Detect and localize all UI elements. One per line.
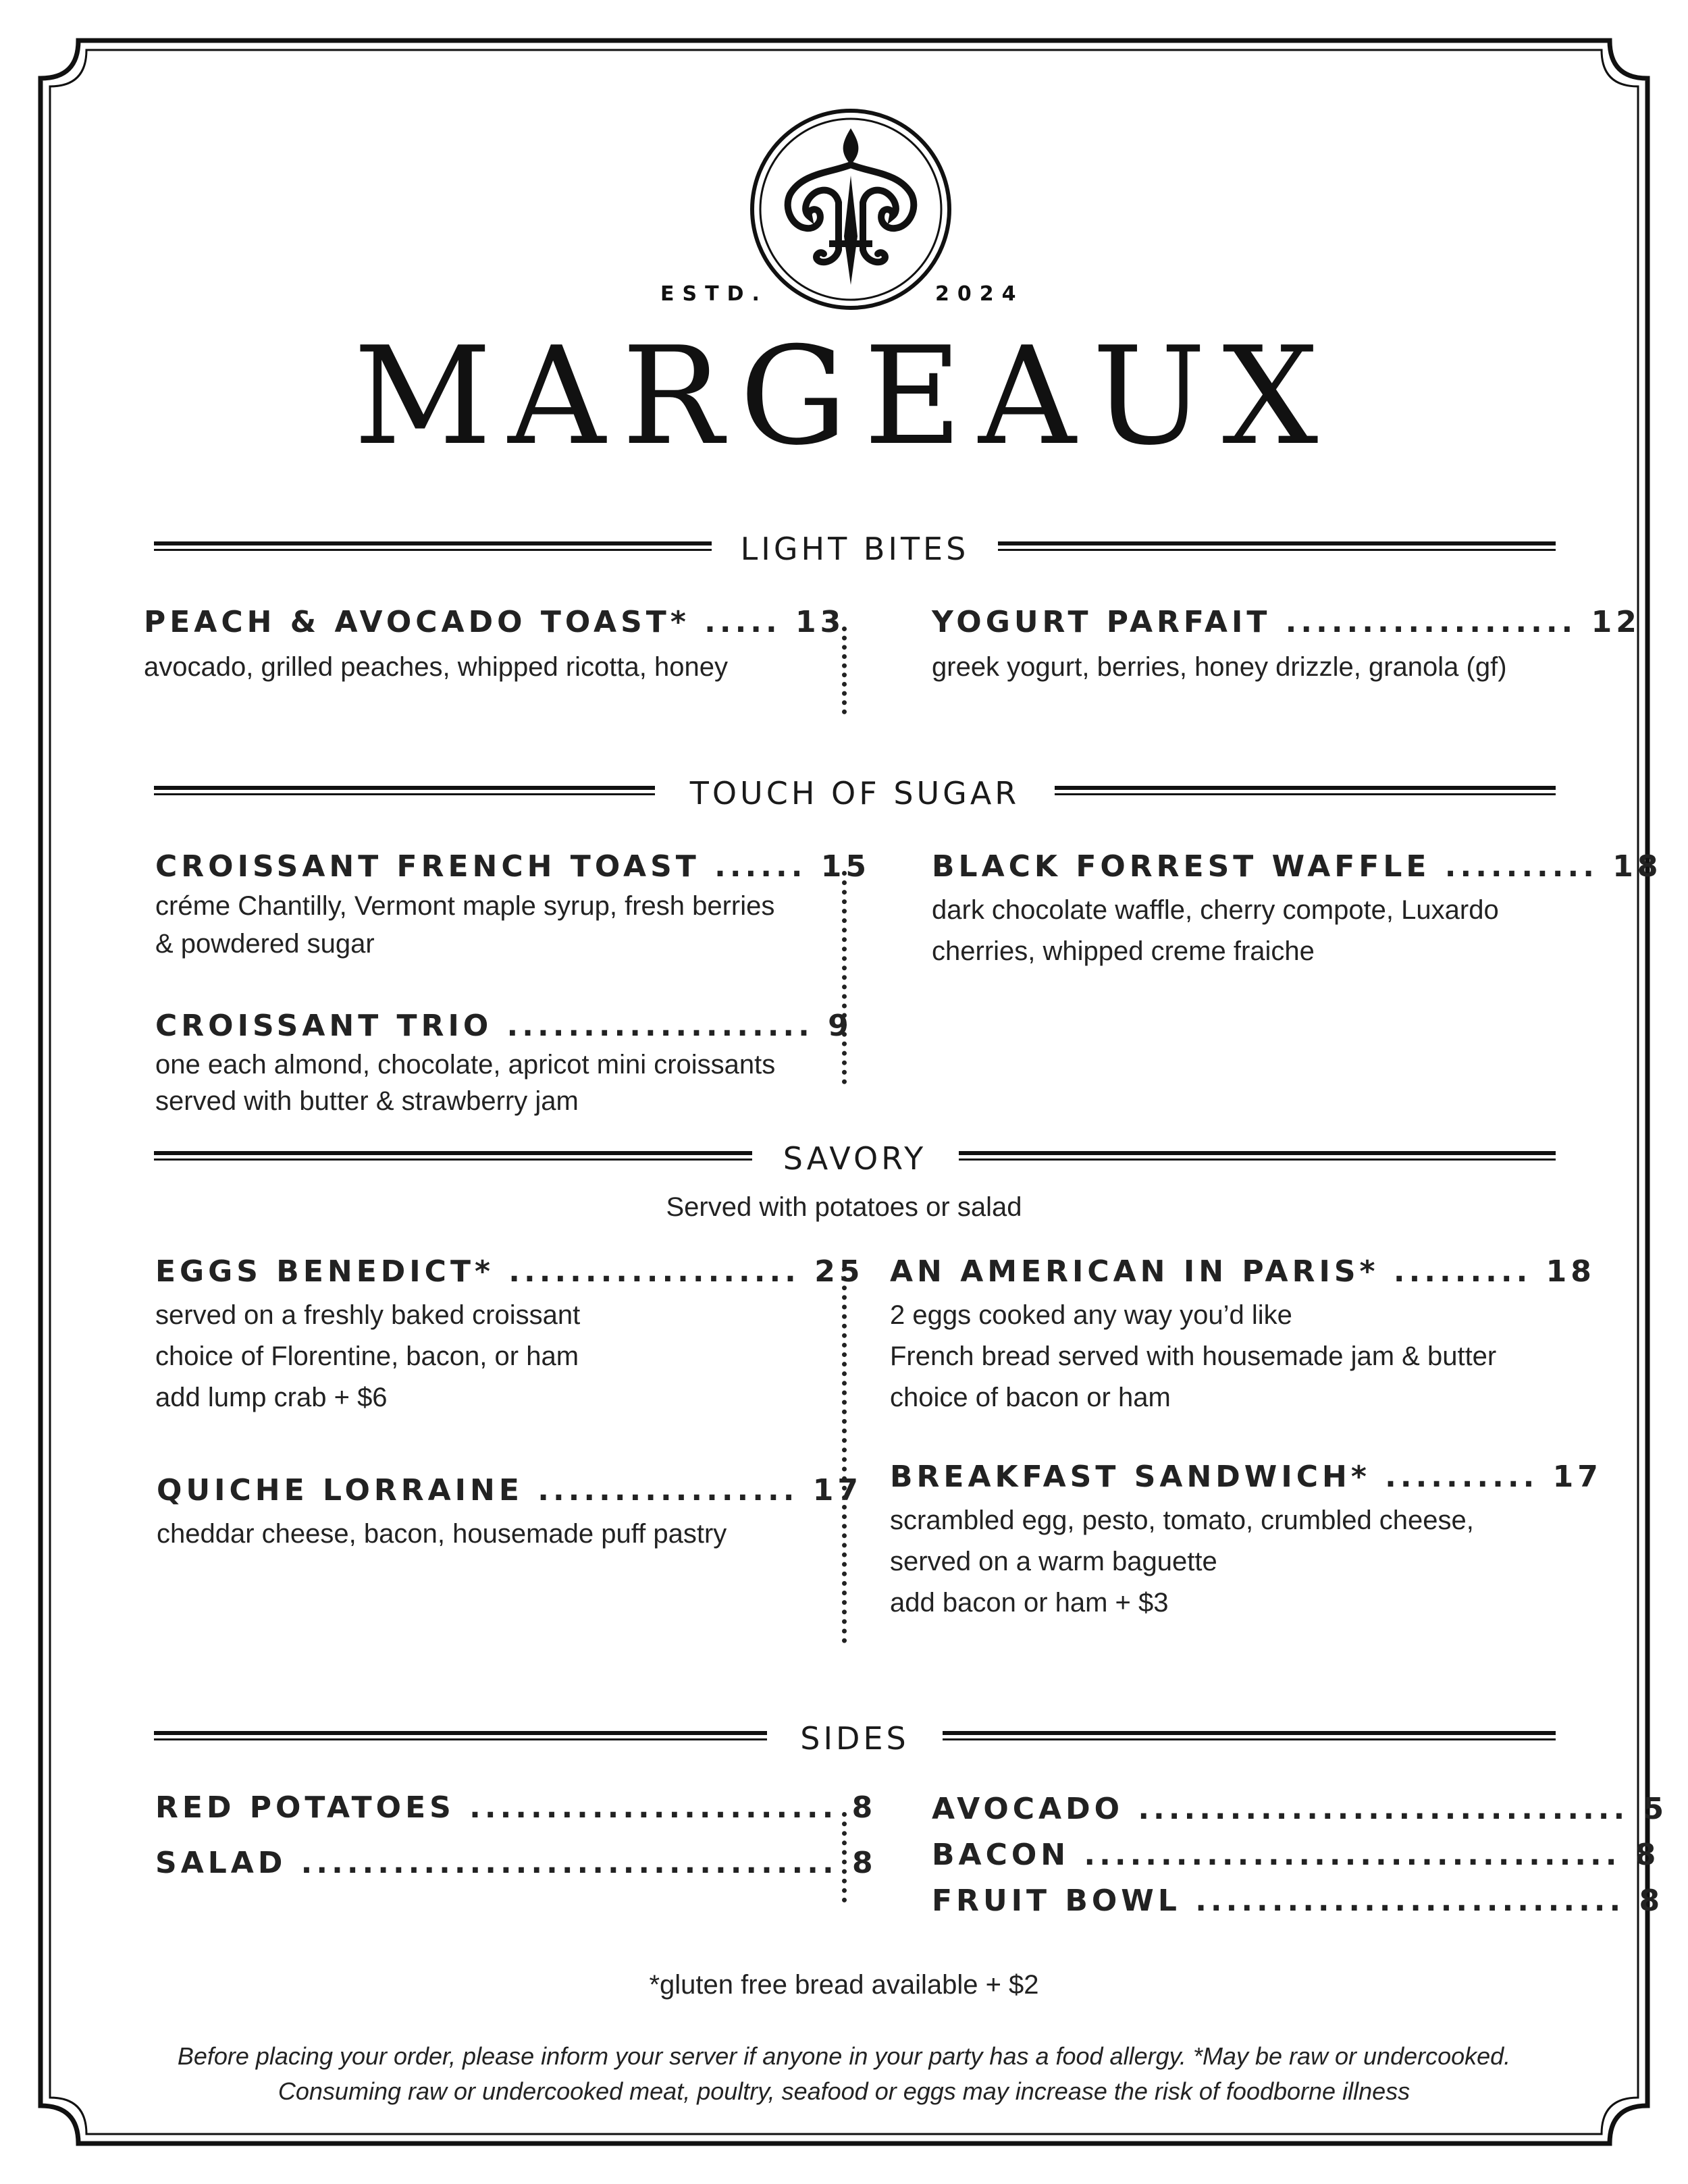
column-divider <box>842 1812 852 1902</box>
menu-item-name: QUICHE LORRAINE ................. 17 <box>157 1473 862 1508</box>
menu-item-description: greek yogurt, berries, honey drizzle, granola (gf) <box>932 652 1507 682</box>
section-title: TOUCH OF SUGAR <box>689 775 1020 811</box>
menu-item-name: BLACK FORREST WAFFLE .......... 18 <box>932 849 1662 884</box>
established-year: 2024 <box>935 282 1024 306</box>
menu-item-description: scrambled egg, pesto, tomato, crumbled cheese, served on a warm baguette add bacon or ham + $3 <box>890 1506 1474 1618</box>
menu-item-description: cheddar cheese, bacon, housemade puff pastry <box>157 1519 727 1549</box>
column-divider <box>842 871 852 1084</box>
logo <box>749 108 952 311</box>
section-header-sides <box>154 1720 1556 1757</box>
section-header-light-bites <box>154 531 1556 567</box>
menu-item-name: PEACH & AVOCADO TOAST* ..... 13 <box>144 605 845 639</box>
menu-item-description: served on a freshly baked croissant choice of Florentine, bacon, or ham add lump crab + $6 <box>155 1300 581 1412</box>
menu-item-name: CROISSANT FRENCH TOAST ...... 15 <box>155 849 870 884</box>
section-subtitle: Served with potatoes or salad <box>666 1192 1022 1222</box>
menu-item-description: créme Chantilly, Vermont maple syrup, fresh berries & powdered sugar <box>155 891 775 959</box>
menu-item-description: dark chocolate waffle, cherry compote, Luxardo cherries, whipped creme fraiche <box>932 895 1499 966</box>
gluten-free-note: *gluten free bread available + $2 <box>649 1970 1039 2000</box>
fleur-de-lis-m-monogram-icon <box>749 108 952 311</box>
menu-item-name: BREAKFAST SANDWICH* .......... 17 <box>890 1460 1602 1494</box>
column-divider <box>842 1267 852 1643</box>
menu-item-name: EGGS BENEDICT* ................... 25 <box>155 1254 864 1289</box>
menu-item-description: one each almond, chocolate, apricot mini croissants served with butter & strawberry jam <box>155 1050 776 1116</box>
menu-item-name: AN AMERICAN IN PARIS* ......... 18 <box>890 1254 1595 1289</box>
section-rule-right <box>998 541 1556 551</box>
section-header-savory <box>154 1140 1556 1177</box>
established-label: ESTD. <box>660 282 768 306</box>
restaurant-name: MARGEAUX <box>353 318 1335 475</box>
section-rule-right <box>1055 786 1556 795</box>
menu-item-description: avocado, grilled peaches, whipped ricotta, honey <box>144 652 728 682</box>
menu-item-name: YOGURT PARFAIT ................... 12 <box>932 605 1641 639</box>
section-header-touch-of-sugar <box>154 775 1556 811</box>
menu-item-name: CROISSANT TRIO .................... 9 <box>155 1009 853 1043</box>
menu-item-name: FRUIT BOWL ............................ 8 <box>932 1884 1664 1918</box>
section-rule-right <box>959 1151 1556 1161</box>
section-title: SAVORY <box>783 1140 927 1177</box>
menu-item-name: BACON ................................... 8 <box>932 1838 1660 1872</box>
allergy-disclaimer: Before placing your order, please inform your server if anyone in your party has a food allergy. *May be raw or undercooked. Consuming raw or undercooked meat, poultry, seafood or eggs may increase the risk of foodborne illness <box>177 2042 1511 2105</box>
menu-item-name: RED POTATOES ........................ 8 <box>155 1790 877 1825</box>
menu-item-description: 2 eggs cooked any way you’d like French bread served with housemade jam & butter choice of bacon or ham <box>890 1300 1497 1412</box>
menu-item-name: AVOCADO ................................ 5 <box>932 1792 1668 1826</box>
section-title: LIGHT BITES <box>740 531 970 567</box>
menu-item-name: SALAD ................................... 8 <box>155 1846 877 1880</box>
section-title: SIDES <box>800 1720 909 1757</box>
column-divider <box>842 627 852 714</box>
section-rule-right <box>943 1731 1556 1740</box>
